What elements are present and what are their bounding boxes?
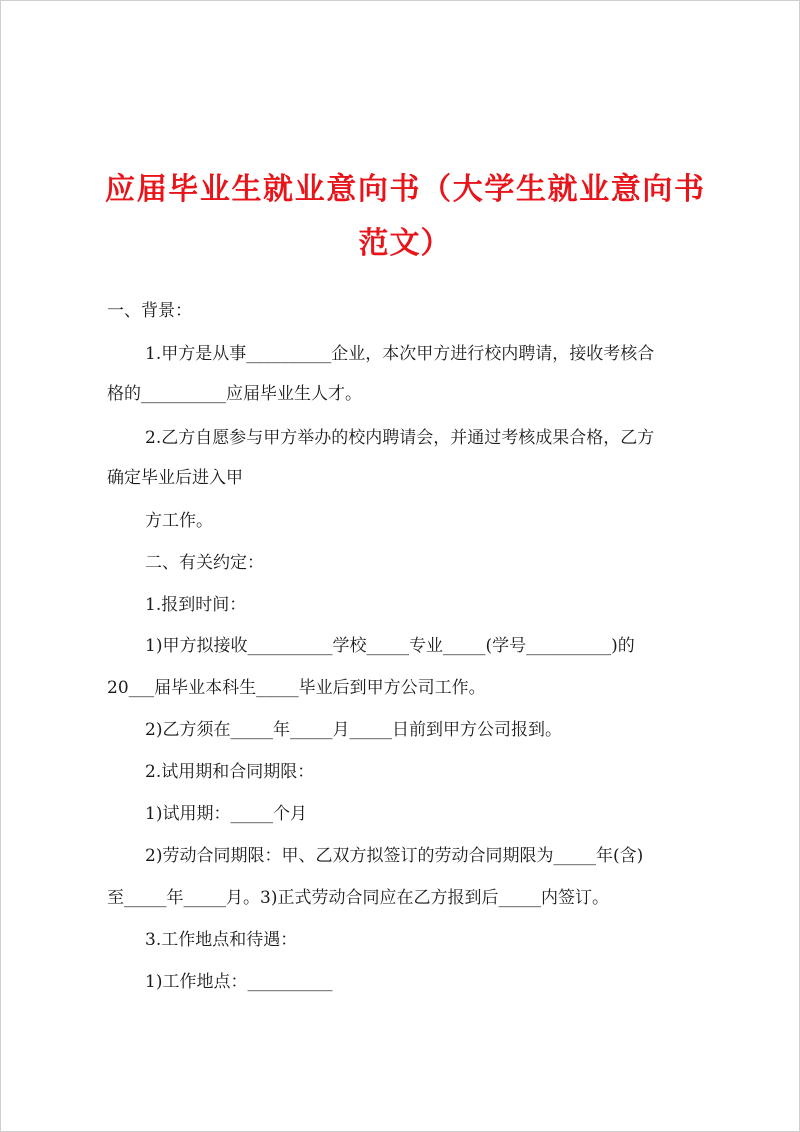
subheading-report-time: 1.报到时间： [145, 595, 247, 615]
paragraph-line: 至_____年_____月。3)正式劳动合同应在乙方报到后_____内签订。 [107, 888, 609, 908]
paragraph-line: 格的__________应届毕业生人才。 [107, 384, 362, 404]
paragraph-line: 2)劳动合同期限：甲、乙双方拟签订的劳动合同期限为_____年(含) [145, 846, 644, 866]
subheading-workplace: 3.工作地点和待遇： [145, 930, 298, 950]
paragraph-line: 2.乙方自愿参与甲方举办的校内聘请会，并通过考核成果合格，乙方 [145, 428, 655, 448]
subheading-probation: 2.试用期和合同期限： [145, 762, 315, 782]
paragraph-line: 1)工作地点：__________ [145, 972, 333, 992]
paragraph-line: 方工作。 [145, 511, 213, 531]
paragraph-line: 1)甲方拟接收__________学校_____专业_____(学号__________)的 [145, 636, 635, 656]
paragraph-line: 2)乙方须在_____年_____月_____日前到甲方公司报到。 [145, 720, 562, 740]
paragraph-line: 1.甲方是从事__________企业，本次甲方进行校内聘请，接收考核合 [145, 344, 655, 364]
section-heading-background: 一、背景： [107, 301, 192, 321]
paragraph-line: 20___届毕业本科生_____毕业后到甲方公司工作。 [107, 678, 486, 698]
paragraph-line: 1)试用期：_____个月 [145, 804, 307, 824]
paragraph-line: 确定毕业后进入甲 [107, 468, 243, 488]
section-heading-agreements: 二、有关约定： [145, 553, 264, 573]
document-title: 应届毕业生就业意向书（大学生就业意向书范文） [105, 172, 705, 261]
